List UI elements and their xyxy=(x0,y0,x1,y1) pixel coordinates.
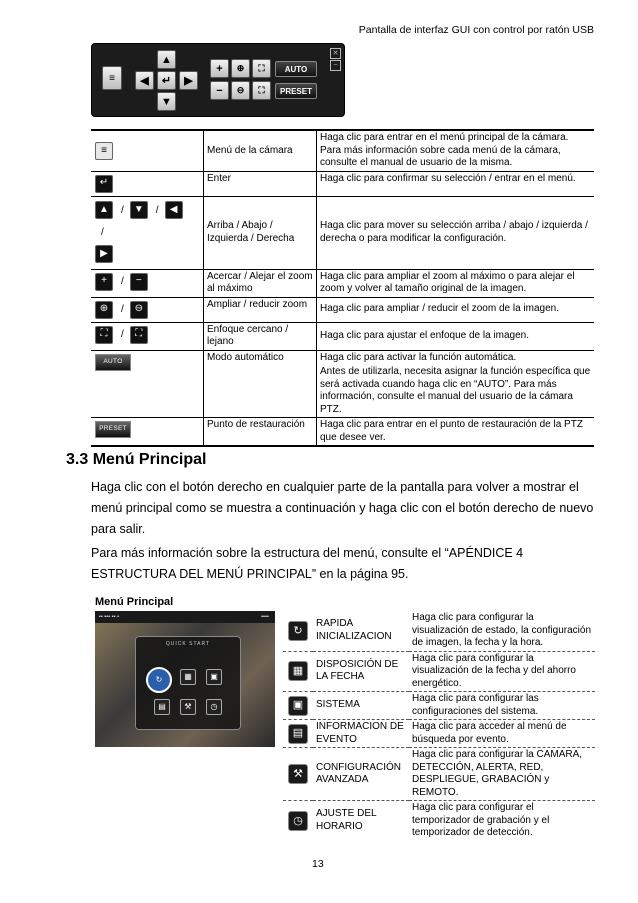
quick-start-title: QUICK START xyxy=(165,641,211,647)
down-arrow-button[interactable]: ▼ xyxy=(157,92,176,111)
right-arrow-icon: ▶ xyxy=(95,245,113,263)
control-description: Haga clic para entrar en el menú principal de la cámara. Para más información sobre cada menú de la cámara, consulte el manual de usuario de la misma. xyxy=(317,130,595,171)
quick-start-icon: ↻ xyxy=(288,621,308,641)
up-arrow-button[interactable]: ▲ xyxy=(157,50,176,69)
focus-far-icon: ⛶ xyxy=(130,326,148,344)
ptz-controls-table xyxy=(91,129,594,447)
preset-button[interactable]: PRESET xyxy=(275,83,317,99)
menu-item-name: CONFIGURACIÓN AVANZADA xyxy=(313,748,409,801)
zoom-min-button[interactable]: − xyxy=(210,81,229,100)
system-icon[interactable]: ▣ xyxy=(206,669,222,685)
control-description: Haga clic para entrar en el punto de restauración de la PTZ que desee ver. xyxy=(317,418,595,447)
auto-icon: AUTO xyxy=(95,354,131,371)
paragraph: Haga clic con el botón derecho en cualquier parte de la pantalla para volver a mostrar el menú principal como se muestra a continuación y haga clic con el botón derecho de nuevo para salir. xyxy=(91,480,594,536)
table-row xyxy=(283,611,595,651)
table-row xyxy=(91,350,594,418)
control-name: Modo automático xyxy=(204,350,317,418)
menu-item-description: Haga clic para configurar la visualización de estado, la configuración de imagen, la fecha y la hora. xyxy=(409,611,595,651)
separator: / xyxy=(155,204,159,216)
focus-near-icon: ⛶ xyxy=(95,326,113,344)
menu-item-description: Haga clic para configurar el temporizador de grabación y el temporizador de detección. xyxy=(412,802,550,838)
separator: / xyxy=(101,226,104,238)
advanced-config-icon[interactable]: ⚒ xyxy=(180,699,196,715)
menu-item-name: SISTEMA xyxy=(313,692,409,720)
status-bar xyxy=(95,611,275,623)
zoom-in-button[interactable]: ⊕ xyxy=(231,59,250,78)
menu-item-name: RAPIDA INICIALIZACION xyxy=(313,611,409,651)
preset-icon: PRESET xyxy=(95,421,131,438)
separator: / xyxy=(121,276,124,288)
menu-item-description: Haga clic para acceder al menú de búsqueda por evento. xyxy=(409,720,595,748)
menu-item-name: DISPOSICIÓN DE LA FECHA xyxy=(313,651,409,692)
zoom-max-button[interactable]: + xyxy=(210,59,229,78)
enter-icon: ↵ xyxy=(95,175,113,193)
table-row xyxy=(91,297,594,322)
control-name: Enter xyxy=(204,171,317,196)
menu-item-name: INFORMACION DE EVENTO xyxy=(313,720,409,748)
separator: / xyxy=(121,304,124,316)
zoom-out-icon: ⊖ xyxy=(130,301,148,319)
quick-start-icon[interactable]: ↻ xyxy=(146,667,172,693)
table-row xyxy=(283,720,595,748)
menu-item-description: Haga clic para configurar la CAMARA, DETECCIÓN, ALERTA, RED, DESPLIEGUE, GRABACIÓN y REMOTO. xyxy=(409,748,595,801)
main-menu-table xyxy=(283,611,595,841)
minus-icon: − xyxy=(130,273,148,291)
control-description: Haga clic para ampliar el zoom al máximo o para alejar el zoom y volver al tamaño original de la imagen. xyxy=(317,269,595,297)
control-name: Ampliar / reducir zoom xyxy=(204,297,317,322)
table-row xyxy=(91,322,594,350)
close-icon[interactable]: ✕ xyxy=(330,48,341,59)
control-name: Arriba / Abajo / Izquierda / Derecha xyxy=(204,196,317,269)
event-info-icon[interactable]: ▤ xyxy=(154,699,170,715)
camera-menu-icon: ≡ xyxy=(95,142,113,160)
paragraph: Para más información sobre la estructura del menú, consulte el “APÉNDICE 4 ESTRUCTURA DEL MENÚ PRINCIPAL” en la página 95. xyxy=(91,546,524,581)
camera-menu-button[interactable]: ≡ xyxy=(102,66,122,90)
control-description: Haga clic para ajustar el enfoque de la imagen. xyxy=(317,322,595,350)
quick-start-panel xyxy=(135,636,241,730)
system-icon: ▣ xyxy=(288,696,308,716)
section-heading: 3.3 Menú Principal xyxy=(66,451,207,468)
clock-display: ▪▪▪▪ xyxy=(261,614,269,620)
menu-item-description: Haga clic para configurar las configuraciones del sistema. xyxy=(409,692,595,720)
enter-button[interactable]: ↵ xyxy=(157,71,176,90)
auto-button[interactable]: AUTO xyxy=(275,61,317,77)
control-description: Haga clic para ampliar / reducir el zoom de la imagen. xyxy=(317,297,595,322)
menu-item-description: Haga clic para configurar la visualización de la fecha y del ahorro energético. xyxy=(409,651,595,692)
control-description: Haga clic para mover su selección arriba / abajo / izquierda / derecha o para modificar la configuración. xyxy=(317,196,595,269)
separator: / xyxy=(121,329,124,341)
focus-far-button[interactable]: ⛶ xyxy=(252,81,271,100)
figure-caption: Menú Principal xyxy=(95,596,174,608)
focus-near-button[interactable]: ⛶ xyxy=(252,59,271,78)
table-row xyxy=(91,269,594,297)
up-arrow-icon: ▲ xyxy=(95,201,113,219)
schedule-icon[interactable]: ◷ xyxy=(206,699,222,715)
separator: / xyxy=(121,204,124,216)
zoom-in-icon: ⊕ xyxy=(95,301,113,319)
zoom-out-button[interactable]: ⊖ xyxy=(231,81,250,100)
table-row xyxy=(283,692,595,720)
control-description-note: Antes de utilizarla, necesita asignar la función específica que será activada cuando haga clic en “AUTO”. Para más información, consulte el manual del usuario de la cámara PTZ. xyxy=(320,366,591,415)
table-row xyxy=(91,418,594,447)
table-row xyxy=(91,196,594,269)
control-name: Acercar / Alejar el zoom al máximo xyxy=(204,269,317,297)
page-number: 13 xyxy=(312,858,324,870)
control-name: Enfoque cercano / lejano xyxy=(204,322,317,350)
control-name: Punto de restauración xyxy=(204,418,317,447)
ptz-control-panel xyxy=(91,43,345,117)
menu-item-name: AJUSTE DEL HORARIO xyxy=(316,808,377,832)
schedule-icon: ◷ xyxy=(288,811,308,831)
date-display-icon: ▦ xyxy=(288,661,308,681)
plus-icon: + xyxy=(95,273,113,291)
table-row xyxy=(283,801,595,841)
table-row xyxy=(91,171,594,196)
table-row xyxy=(91,130,594,171)
control-name: Menú de la cámara xyxy=(204,130,317,171)
main-menu-screenshot xyxy=(95,611,275,747)
status-icons: ▪▪ ▪▪▪ ▪▪ ▪ xyxy=(99,614,120,620)
control-description: Haga clic para confirmar su selección / entrar en el menú. xyxy=(317,171,595,196)
event-info-icon: ▤ xyxy=(288,724,308,744)
table-row xyxy=(283,748,595,801)
left-arrow-icon: ◀ xyxy=(165,201,183,219)
left-arrow-button[interactable]: ◀ xyxy=(135,71,154,90)
advanced-config-icon: ⚒ xyxy=(288,764,308,784)
page-header: Pantalla de interfaz GUI con control por ratón USB xyxy=(358,24,594,36)
control-description: Haga clic para activar la función automática. xyxy=(320,351,517,363)
date-display-icon[interactable]: ▦ xyxy=(180,669,196,685)
table-row xyxy=(283,651,595,692)
minimize-icon[interactable]: − xyxy=(330,60,341,71)
right-arrow-button[interactable]: ▶ xyxy=(179,71,198,90)
down-arrow-icon: ▼ xyxy=(130,201,148,219)
